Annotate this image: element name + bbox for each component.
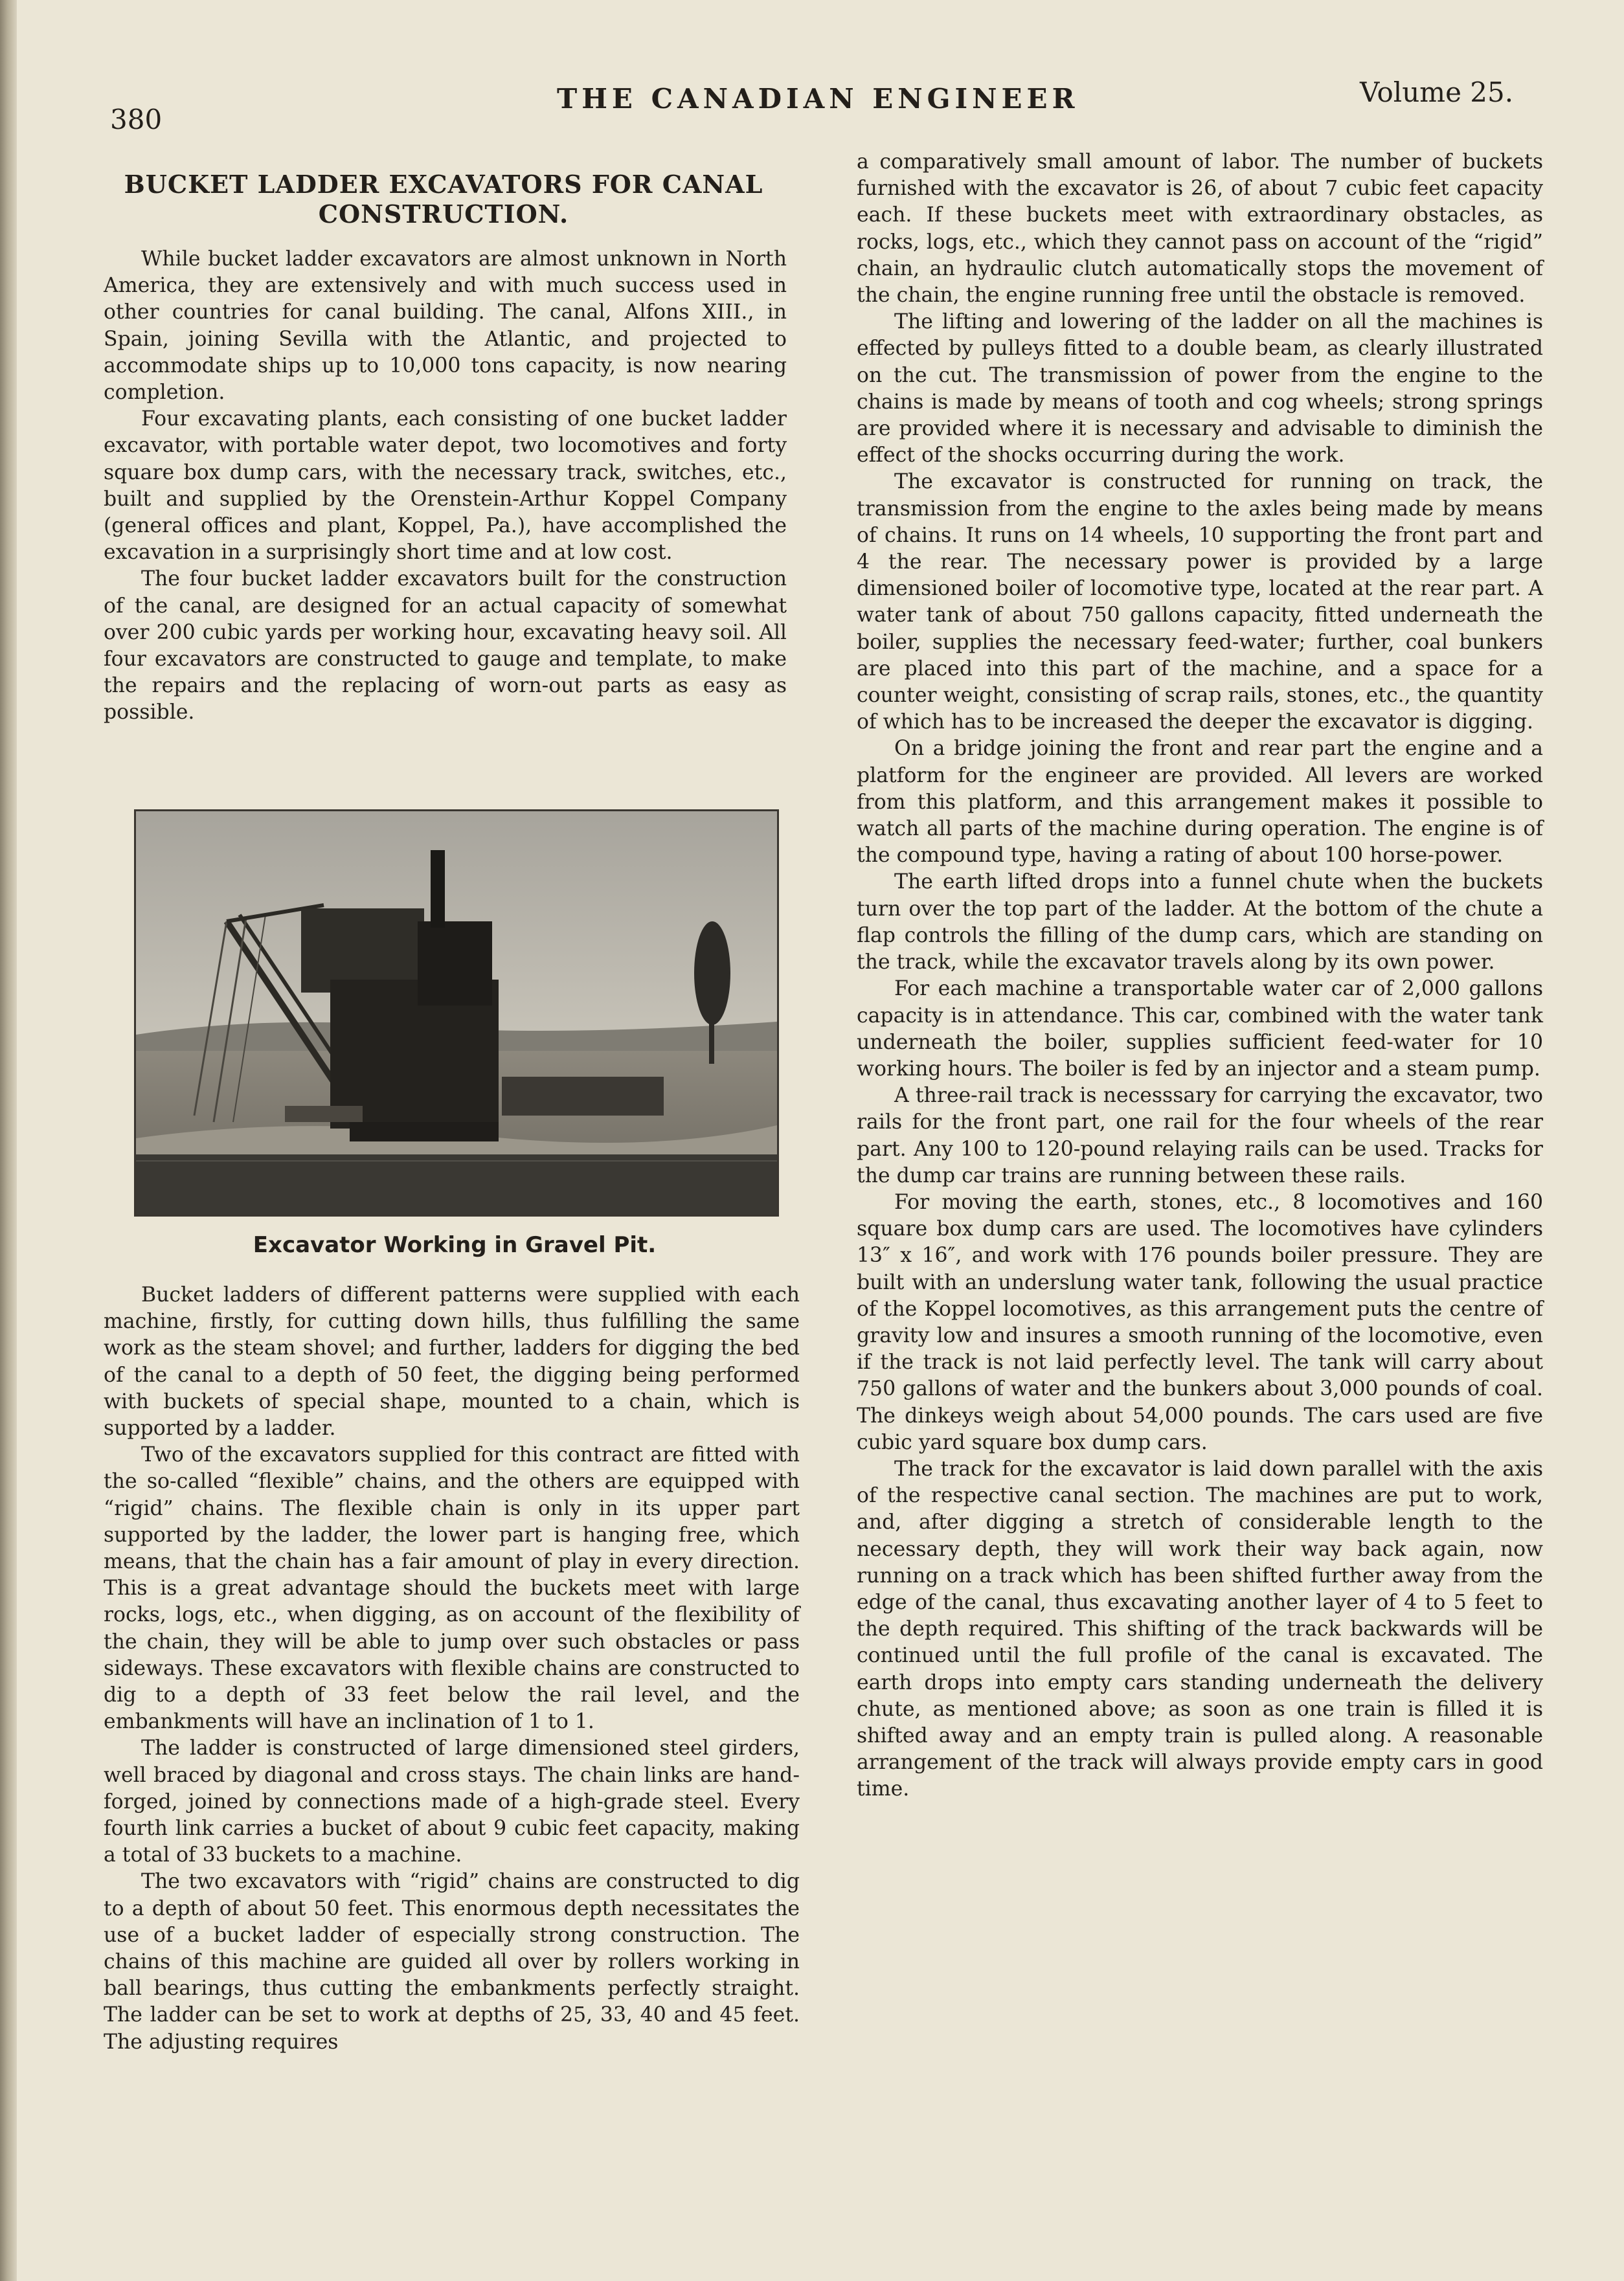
paragraph: The two excavators with “rigid” chains are constructed to dig to a depth of about 50 feet. This enormous depth necessitates the use of a bucket ladder of especially strong construction. The chains of this machine are guided all over by rollers working in ball bearings, thus cutting the embankments perfectly straight. The ladder can be set to work at depths of 25, 33, 40 and 45 feet. The adjusting requires <box>104 1870 800 2054</box>
paragraph: For moving the earth, stones, etc., 8 locomotives and 160 square box dump cars are used. The locomotives have cylinders 13″ x 16″, and work with 176 pounds boiler pressure. They are built with an underslung water tank, following the usual practice of the Koppel locomotives, as this arrangement puts the centre of gravity low and insures a smooth running of the locomotive, even if the track is not laid perfectly level. The tank will carry about 750 gallons of water and the bunkers about 3,000 pounds of coal. The dinkeys weigh about 54,000 pounds. The cars used are five cubic yard square box dump cars. <box>857 1190 1543 1454</box>
paragraph: The track for the excavator is laid down parallel with the axis of the respective canal section. The machines are put to work, and, after digging a stretch of considerable length to the necessary depth, they will work their way back again, now running on a track which has been shifted further away from the edge of the canal, thus excavating another layer of 4 to 5 feet to the depth required. This shifting of the track backwards will be continued until the full profile of the canal is excavated. The earth drops into empty cars standing underneath the delivery chute, as mentioned above; as soon as one train is filled it is shifted away and an empty train is pulled along. A reasonable arrangement of the track will always provide empty cars in good time. <box>857 1457 1543 1801</box>
article-title-line-2: CONSTRUCTION. <box>318 199 569 229</box>
page-number: 380 <box>110 104 163 135</box>
paragraph: A three-rail track is necesssary for carrying the excavator, two rails for the front part, one rail for the four wheels of the rear part. Any 100 to 120-pound relaying rails can be used. Tracks for the dump car trains are running between these rails. <box>857 1084 1543 1187</box>
figure-caption: Excavator Working in Gravel Pit. <box>253 1232 657 1258</box>
paragraph: While bucket ladder excavators are almost unknown in North America, they are extensively and with much success used in other countries for canal building. The canal, Alfons XIII., in Spain, joining Sevilla with the Atlantic, and projected to accommodate ships up to 10,000 tons capacity, is now nearing completion. <box>104 247 787 405</box>
article-title-line-1: BUCKET LADDER EXCAVATORS FOR CANAL <box>124 170 763 199</box>
paragraph: Two of the excavators supplied for this contract are fitted with the so-called “flexible” chains, and the others are equipped with “rigid” chains. The flexible chain is only in its upper part supported by the ladder, the lower part is hanging free, which means, that the chain has a fair amount of play in every direction. This is a great advantage should the buckets meet with large rocks, logs, etc., when digging, as on account of the flexibility of the chain, they will be able to jump over such obstacles or pass sideways. These excavators with flexible chains are constructed to dig to a depth of 33 feet below the rail level, and the embankments will have an inclination of 1 to 1. <box>104 1443 800 1734</box>
paragraph: The excavator is constructed for running on track, the transmission from the engine to the axles being made by means of chains. It runs on 14 wheels, 10 supporting the front part and 4 the rear. The necessary power is provided by a large dimensioned boiler of locomotive type, located at the rear part. A water tank of about 750 gallons capacity, fitted underneath the boiler, supplies the necessary feed-water; further, coal bunkers are placed into this part of the machine, and a space for a counter weight, consisting of scrap rails, stones, etc., the quantity of which has to be increased the deeper the excavator is digging. <box>857 470 1543 734</box>
paragraph: Four excavating plants, each consisting of one bucket ladder excavator, with portable water depot, two locomotives and forty square box dump cars, with the necessary track, switches, etc., built and supplied by the Orenstein-Arthur Koppel Company (general offices and plant, Koppel, Pa.), have accomplished the excavation in a surprisingly short time and at low cost. <box>104 407 787 565</box>
paragraph: The lifting and lowering of the ladder on all the machines is effected by pulleys fitted to a double beam, as clearly illustrated on the cut. The transmission of power from the engine to the chains is made by means of tooth and cog wheels; strong springs are provided where it is necessary and advisable to diminish the effect of the shocks occurring during the work. <box>857 310 1543 467</box>
journal-title: THE CANADIAN ENGINEER <box>557 83 1079 115</box>
paragraph: a comparatively small amount of labor. The number of buckets furnished with the excavator is 26, of about 7 cubic feet capacity each. If these buckets meet with extraordinary obstacles, as rocks, logs, etc., which they cannot pass on account of the “rigid” chain, an hydraulic clutch automatically stops the movement of the chain, the engine running free until the obstacle is removed. <box>857 150 1543 308</box>
volume-label: Volume 25. <box>1360 76 1514 108</box>
left-column-top <box>104 246 787 726</box>
paragraph: The four bucket ladder excavators built for the construction of the canal, are designed for an actual capacity of somewhat over 200 cubic yards per working hour, excavating heavy soil. All four excavators are constructed to gauge and template, to make the repairs and the replacing of worn-out parts as easy as possible. <box>104 567 787 725</box>
article-title <box>113 170 774 229</box>
left-column-bottom <box>104 1282 800 2056</box>
paragraph: The ladder is constructed of large dimensioned steel girders, well braced by diagonal and cross stays. The chain links are hand-forged, joined by connections made of a high-grade steel. Every fourth link carries a bucket of about 9 cubic feet capacity, making a total of 33 buckets to a machine. <box>104 1736 800 1867</box>
paragraph: On a bridge joining the front and rear part the engine and a platform for the engineer are provided. All levers are worked from this platform, and this arrangement makes it possible to watch all parts of the machine during operation. The engine is of the compound type, having a rating of about 100 horse-power. <box>857 737 1543 868</box>
right-column <box>857 149 1543 1803</box>
excavator-photo <box>134 809 779 1217</box>
book-gutter <box>0 0 17 2281</box>
paragraph: Bucket ladders of different patterns were supplied with each machine, firstly, for cutting down hills, thus fulfilling the same work as the steam shovel; and further, ladders for digging the bed of the canal to a depth of 50 feet, the digging being performed with buckets of special shape, mounted to a chain, which is supported by a ladder. <box>104 1283 800 1441</box>
paragraph: The earth lifted drops into a funnel chute when the buckets turn over the top part of the ladder. At the bottom of the chute a flap controls the filling of the dump cars, which are standing on the track, while the excavator travels along by its own power. <box>857 870 1543 974</box>
paragraph: For each machine a transportable water car of 2,000 gallons capacity is in attendance. This car, combined with the water tank underneath the boiler, supplies sufficient feed-water for 10 working hours. The boiler is fed by an injector and a steam pump. <box>857 977 1543 1081</box>
